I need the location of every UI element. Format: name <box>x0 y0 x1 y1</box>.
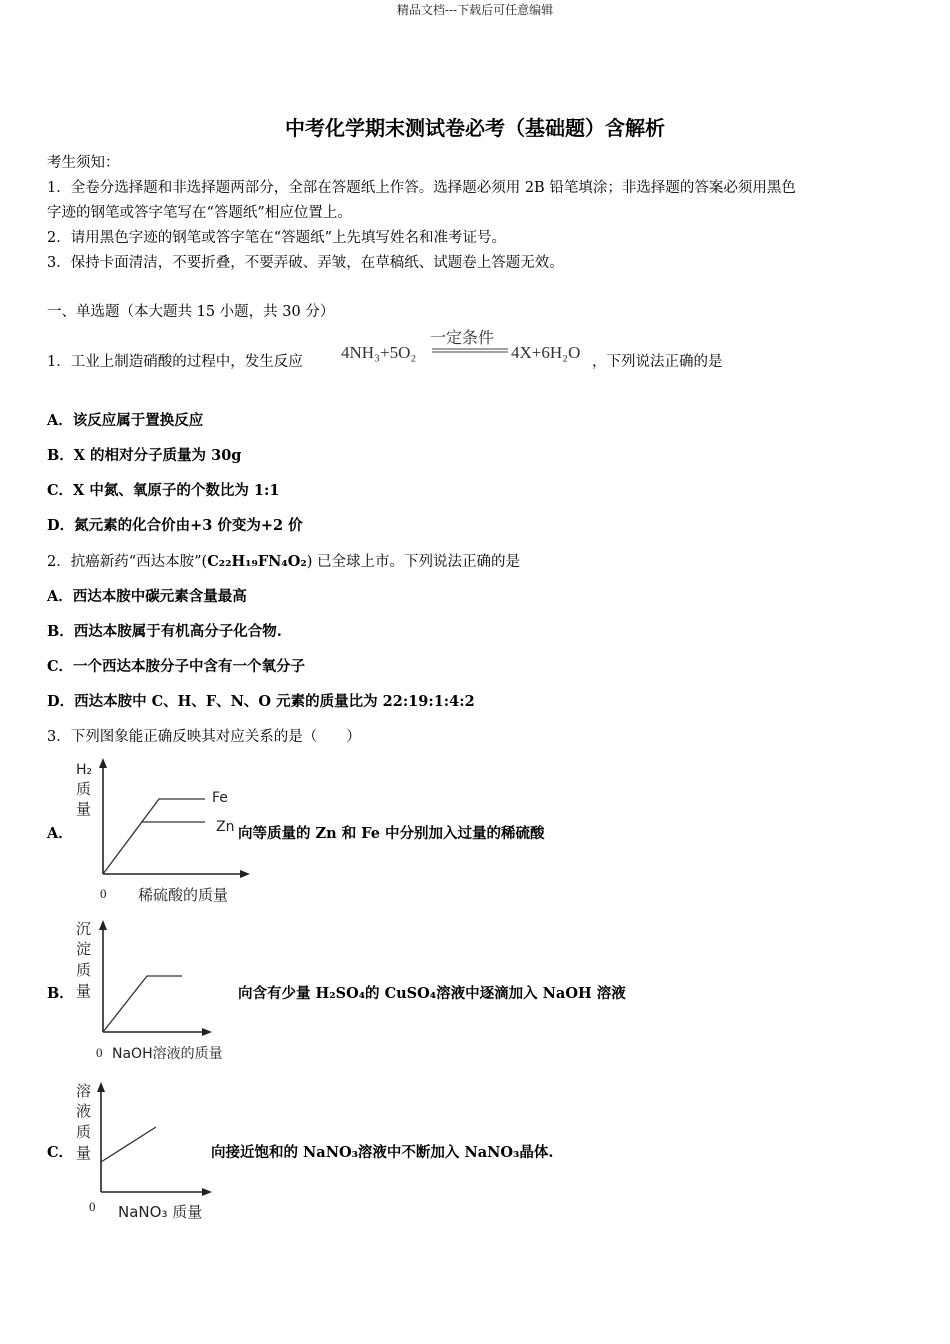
chart-b-y-arrow <box>99 920 107 930</box>
q2-stem <box>47 552 520 572</box>
chart-a-xlabel: 稀硫酸的质量 <box>138 886 229 904</box>
chart-a-ylabel-3: 量 <box>76 800 92 818</box>
q1-stem-after: ，下列说法正确的是 <box>592 354 723 370</box>
chart-c-line <box>101 1127 156 1162</box>
q3-option-a-desc: 向等质量的 Zn 和 Fe 中分别加入过量的稀硫酸 <box>238 825 545 842</box>
chart-c-ylabel-2: 液 <box>76 1102 92 1120</box>
q1-option-a: A．该反应属于置换反应 <box>47 412 204 429</box>
chart-b-origin: 0 <box>96 1045 103 1060</box>
chart-a-x-arrow <box>240 870 250 878</box>
q2-stem-before: 2．抗癌新药“西达本胺”( <box>47 554 208 570</box>
chart-a-origin: 0 <box>100 886 107 901</box>
q3-stem: 3．下列图象能正确反映其对应关系的是（ ） <box>47 729 361 745</box>
notice-heading: 考生须知： <box>47 155 120 171</box>
page-title: 中考化学期末测试卷必考（基础题）含解析 <box>285 116 665 140</box>
chart-b-ylabel-1: 沉 <box>76 920 92 938</box>
q3-option-b-chart <box>68 912 248 1067</box>
q2-formula: C₂₂H₁₉FN₄O₂ <box>207 553 307 570</box>
q3-option-c-desc: 向接近饱和的 NaNO₃溶液中不断加入 NaNO₃晶体. <box>211 1144 554 1161</box>
notice-line-2: 字迹的钢笔或答字笔写在“答题纸”相应位置上。 <box>47 205 352 221</box>
q2-stem-after: ) 已全球上市。下列说法正确的是 <box>306 554 521 570</box>
chart-c-x-arrow <box>202 1188 212 1196</box>
chart-b-ylabel-3: 质 <box>76 961 92 979</box>
q2-option-c: C．一个西达本胺分子中含有一个氧分子 <box>47 658 306 675</box>
q3-option-a-chart <box>68 756 253 908</box>
chart-c-ylabel-1: 溶 <box>76 1082 92 1100</box>
notice-line-4: 3．保持卡面清洁，不要折叠，不要弄破、弄皱，在草稿纸、试题卷上答题无效。 <box>47 255 564 271</box>
chart-b-ylabel-4: 量 <box>76 982 92 1000</box>
q1-option-c: C．X 中氮、氧原子的个数比为 1:1 <box>47 482 280 499</box>
chart-b-xlabel: NaOH溶液的质量 <box>112 1046 223 1062</box>
chart-c-ylabel-3: 质 <box>76 1123 92 1141</box>
chart-c-y-arrow <box>97 1082 105 1092</box>
q1-option-d: D．氮元素的化合价由+3 价变为+2 价 <box>47 517 303 534</box>
q1-equation-condition: 一定条件 <box>430 328 495 347</box>
q1-equation-left: 4NH₃+5O₂ <box>341 343 417 362</box>
chart-b-ylabel-2: 淀 <box>76 940 92 958</box>
q1-equation-right: 4X+6H₂O <box>511 343 581 362</box>
notice-line-1: 1．全卷分选择题和非选择题两部分，全部在答题纸上作答。选择题必须用 2B 铅笔填涂；非选择题的答案必须用黑色 <box>47 180 796 196</box>
page-header: 精品文档---下载后可任意编辑 <box>396 3 554 17</box>
q3-option-b-desc: 向含有少量 H₂SO₄的 CuSO₄溶液中逐滴加入 NaOH 溶液 <box>238 985 626 1002</box>
q1-stem <box>47 352 303 372</box>
section-heading: 一、单选题（本大题共 15 小题，共 30 分） <box>47 304 335 320</box>
chart-a-series-fe: Fe <box>212 790 228 806</box>
q2-option-a: A．西达本胺中碳元素含量最高 <box>47 588 247 605</box>
q1-stem-before: 1．工业上制造硝酸的过程中，发生反应 <box>47 354 303 370</box>
q3-option-a-label: A． <box>47 825 73 842</box>
chart-b-x-arrow <box>202 1028 212 1036</box>
chart-a-line-fe <box>103 799 205 874</box>
chart-c-xlabel: NaNO₃ 质量 <box>118 1203 203 1221</box>
chart-b-line <box>103 976 182 1032</box>
q1-option-b: B．X 的相对分子质量为 30g <box>47 447 242 464</box>
chart-a-ylabel-2: 质 <box>76 780 92 798</box>
q2-option-b: B．西达本胺属于有机高分子化合物. <box>47 623 282 640</box>
chart-a-ylabel-1: H₂ <box>76 762 93 778</box>
chart-c-ylabel-4: 量 <box>76 1144 92 1162</box>
chart-a-y-arrow <box>99 758 107 768</box>
q3-option-b-label: B． <box>47 985 74 1002</box>
q2-option-d: D．西达本胺中 C、H、F、N、O 元素的质量比为 22:19:1:4:2 <box>47 693 475 710</box>
chart-c-origin: 0 <box>89 1199 96 1214</box>
chart-a-series-zn: Zn <box>216 819 235 835</box>
notice-line-3: 2．请用黑色字迹的钢笔或答字笔在“答题纸”上先填写姓名和准考证号。 <box>47 230 507 246</box>
q1-equation-arrow <box>432 347 508 355</box>
q3-option-c-label: C． <box>47 1144 74 1161</box>
